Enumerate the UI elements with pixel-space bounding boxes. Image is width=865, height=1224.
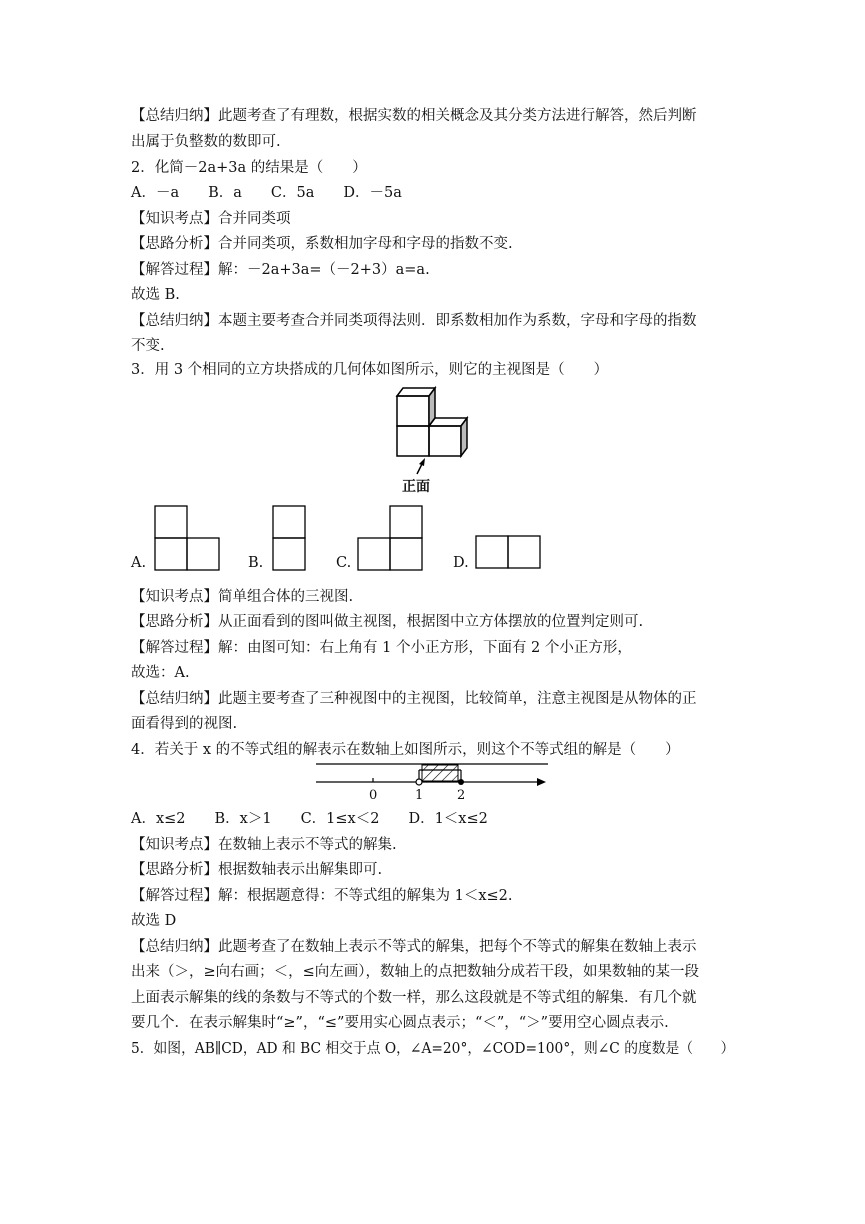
option-a-label: A.: [131, 555, 147, 571]
question-5: 5．如图，AB∥CD，AD 和 BC 相交于点 O，∠A=20°，∠COD=100°，则∠C 的度数是（ ）: [131, 1041, 735, 1057]
option-c-label: C.: [336, 555, 352, 571]
answer: 故选 B.: [131, 287, 180, 303]
line-2: 出属于负整数的数即可.: [131, 134, 281, 150]
q4-summary-3: 上面表示解集的线的条数与不等式的个数一样，那么这段就是不等式组的解集．有几个就: [131, 990, 697, 1006]
q3-answer: 故选：A.: [131, 665, 190, 681]
question-4: 4．若关于 x 的不等式组的解表示在数轴上如图所示，则这个不等式组的解是（ ）: [131, 742, 680, 758]
knowledge-point: 【知识考点】合并同类项: [131, 211, 291, 227]
tick-2: 2: [457, 788, 466, 803]
question-2-options: A．－a B．a C．5a D．－5a: [131, 185, 402, 201]
front-caption: 正面: [402, 479, 430, 495]
question-4-options: A．x≤2 B．x＞1 C．1≤x＜2 D．1＜x≤2: [131, 811, 488, 827]
question-2: 2．化简－2a+3a 的结果是（ ）: [131, 160, 367, 176]
option-b-label: B.: [248, 555, 264, 571]
option-d-label: D.: [453, 555, 469, 571]
summary-cont: 不变.: [131, 338, 165, 354]
q4-answer: 故选 D: [131, 913, 177, 929]
q3-knowledge: 【知识考点】简单组合体的三视图.: [131, 589, 354, 605]
tick-1: 1: [415, 788, 424, 803]
tick-0: 0: [369, 788, 378, 803]
q3-summary: 【总结归纳】此题主要考查了三种视图中的主视图，比较简单，注意主视图是从物体的正: [131, 691, 697, 707]
line-1: 【总结归纳】此题考查了有理数，根据实数的相关概念及其分类方法进行解答，然后判断: [131, 108, 697, 124]
q4-solution: 【解答过程】解：根据题意得：不等式组的解集为 1＜x≤2.: [131, 888, 513, 904]
number-line: [316, 758, 548, 804]
cube-figure: [390, 380, 480, 495]
summary: 【总结归纳】本题主要考查合并同类项得法则．即系数相加作为系数，字母和字母的指数: [131, 313, 697, 329]
q4-knowledge: 【知识考点】在数轴上表示不等式的解集.: [131, 837, 397, 853]
q4-summary-2: 出来（＞，≥向右画；＜，≤向左画），数轴上的点把数轴分成若干段，如果数轴的某一段: [131, 964, 700, 980]
q3-summary-cont: 面看得到的视图.: [131, 716, 238, 732]
solution: 【解答过程】解：－2a+3a=（－2+3）a=a.: [131, 262, 430, 278]
q3-analysis: 【思路分析】从正面看到的图叫做主视图，根据图中立方体摆放的位置判定则可.: [131, 614, 644, 630]
q4-analysis: 【思路分析】根据数轴表示出解集即可.: [131, 862, 383, 878]
q3-solution: 【解答过程】解：由图可知：右上角有 1 个小正方形，下面有 2 个小正方形，: [131, 640, 632, 656]
q4-summary-4: 要几个．在表示解集时“≥”，“≤”要用实心圆点表示；“＜”，“＞”要用空心圆点表示.: [131, 1015, 669, 1031]
question-3: 3．用 3 个相同的立方块搭成的几何体如图所示，则它的主视图是（ ）: [131, 362, 609, 378]
analysis: 【思路分析】合并同类项，系数相加字母和字母的指数不变.: [131, 236, 513, 252]
q4-summary: 【总结归纳】此题考查了在数轴上表示不等式的解集，把每个不等式的解集在数轴上表示: [131, 939, 697, 955]
